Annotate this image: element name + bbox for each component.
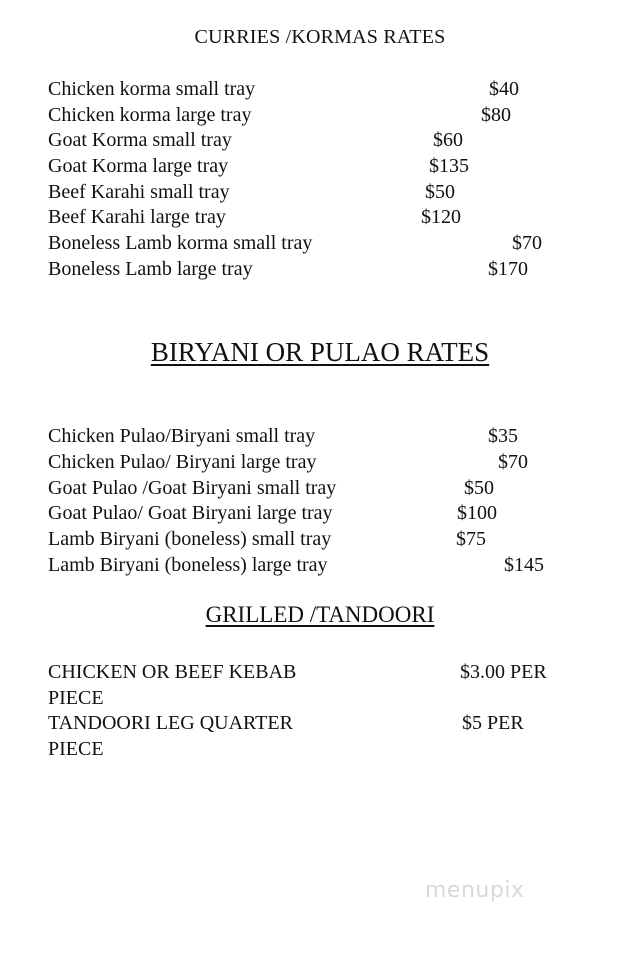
menu-item-price: $50	[464, 477, 494, 499]
menu-item-name: Boneless Lamb korma small tray	[48, 232, 313, 254]
menu-item-price: $145	[504, 554, 544, 576]
menu-item-price: $35	[488, 425, 518, 447]
menu-item-name: Goat Korma large tray	[48, 155, 229, 177]
menu-item-name: Goat Pulao/ Goat Biryani large tray	[48, 502, 333, 524]
curries-title: CURRIES /KORMAS RATES	[194, 26, 446, 48]
menu-item-name: Lamb Biryani (boneless) small tray	[48, 528, 332, 550]
menu-item-name: CHICKEN OR BEEF KEBAB	[48, 661, 297, 683]
menu-item-unit: PIECE	[48, 738, 104, 760]
menu-item-price: $75	[456, 528, 486, 550]
menu-item-name: Boneless Lamb large tray	[48, 258, 253, 280]
menu-item-price: $40	[489, 78, 519, 100]
menu-item-price: $100	[457, 502, 497, 524]
menu-item-name: Chicken Pulao/ Biryani large tray	[48, 451, 317, 473]
menu-item-name: Chicken korma large tray	[48, 104, 252, 126]
grilled-title: GRILLED /TANDOORI	[205, 602, 435, 627]
menu-item-name: Goat Korma small tray	[48, 129, 232, 151]
menu-item-name: Chicken korma small tray	[48, 78, 256, 100]
menu-item-price: $70	[512, 232, 542, 254]
menu-item-price: $170	[488, 258, 528, 280]
menu-item-name: Goat Pulao /Goat Biryani small tray	[48, 477, 337, 499]
menu-item-price: $70	[498, 451, 528, 473]
menu-item-name: Beef Karahi large tray	[48, 206, 226, 228]
biryani-title: BIRYANI OR PULAO RATES	[150, 337, 490, 367]
menu-item-price: $50	[425, 181, 455, 203]
menu-item-name: Chicken Pulao/Biryani small tray	[48, 425, 316, 447]
menu-item-price: $60	[433, 129, 463, 151]
menu-item-name: TANDOORI LEG QUARTER	[48, 712, 293, 734]
menu-item-price: $3.00 PER	[460, 661, 547, 683]
menu-item-price: $5 PER	[462, 712, 524, 734]
menu-item-price: $120	[421, 206, 461, 228]
menu-item-price: $135	[429, 155, 469, 177]
menu-item-price: $80	[481, 104, 511, 126]
menu-item-name: Lamb Biryani (boneless) large tray	[48, 554, 328, 576]
watermark-logo: menupix	[425, 878, 525, 903]
menu-item-unit: PIECE	[48, 687, 104, 709]
menu-item-name: Beef Karahi small tray	[48, 181, 230, 203]
